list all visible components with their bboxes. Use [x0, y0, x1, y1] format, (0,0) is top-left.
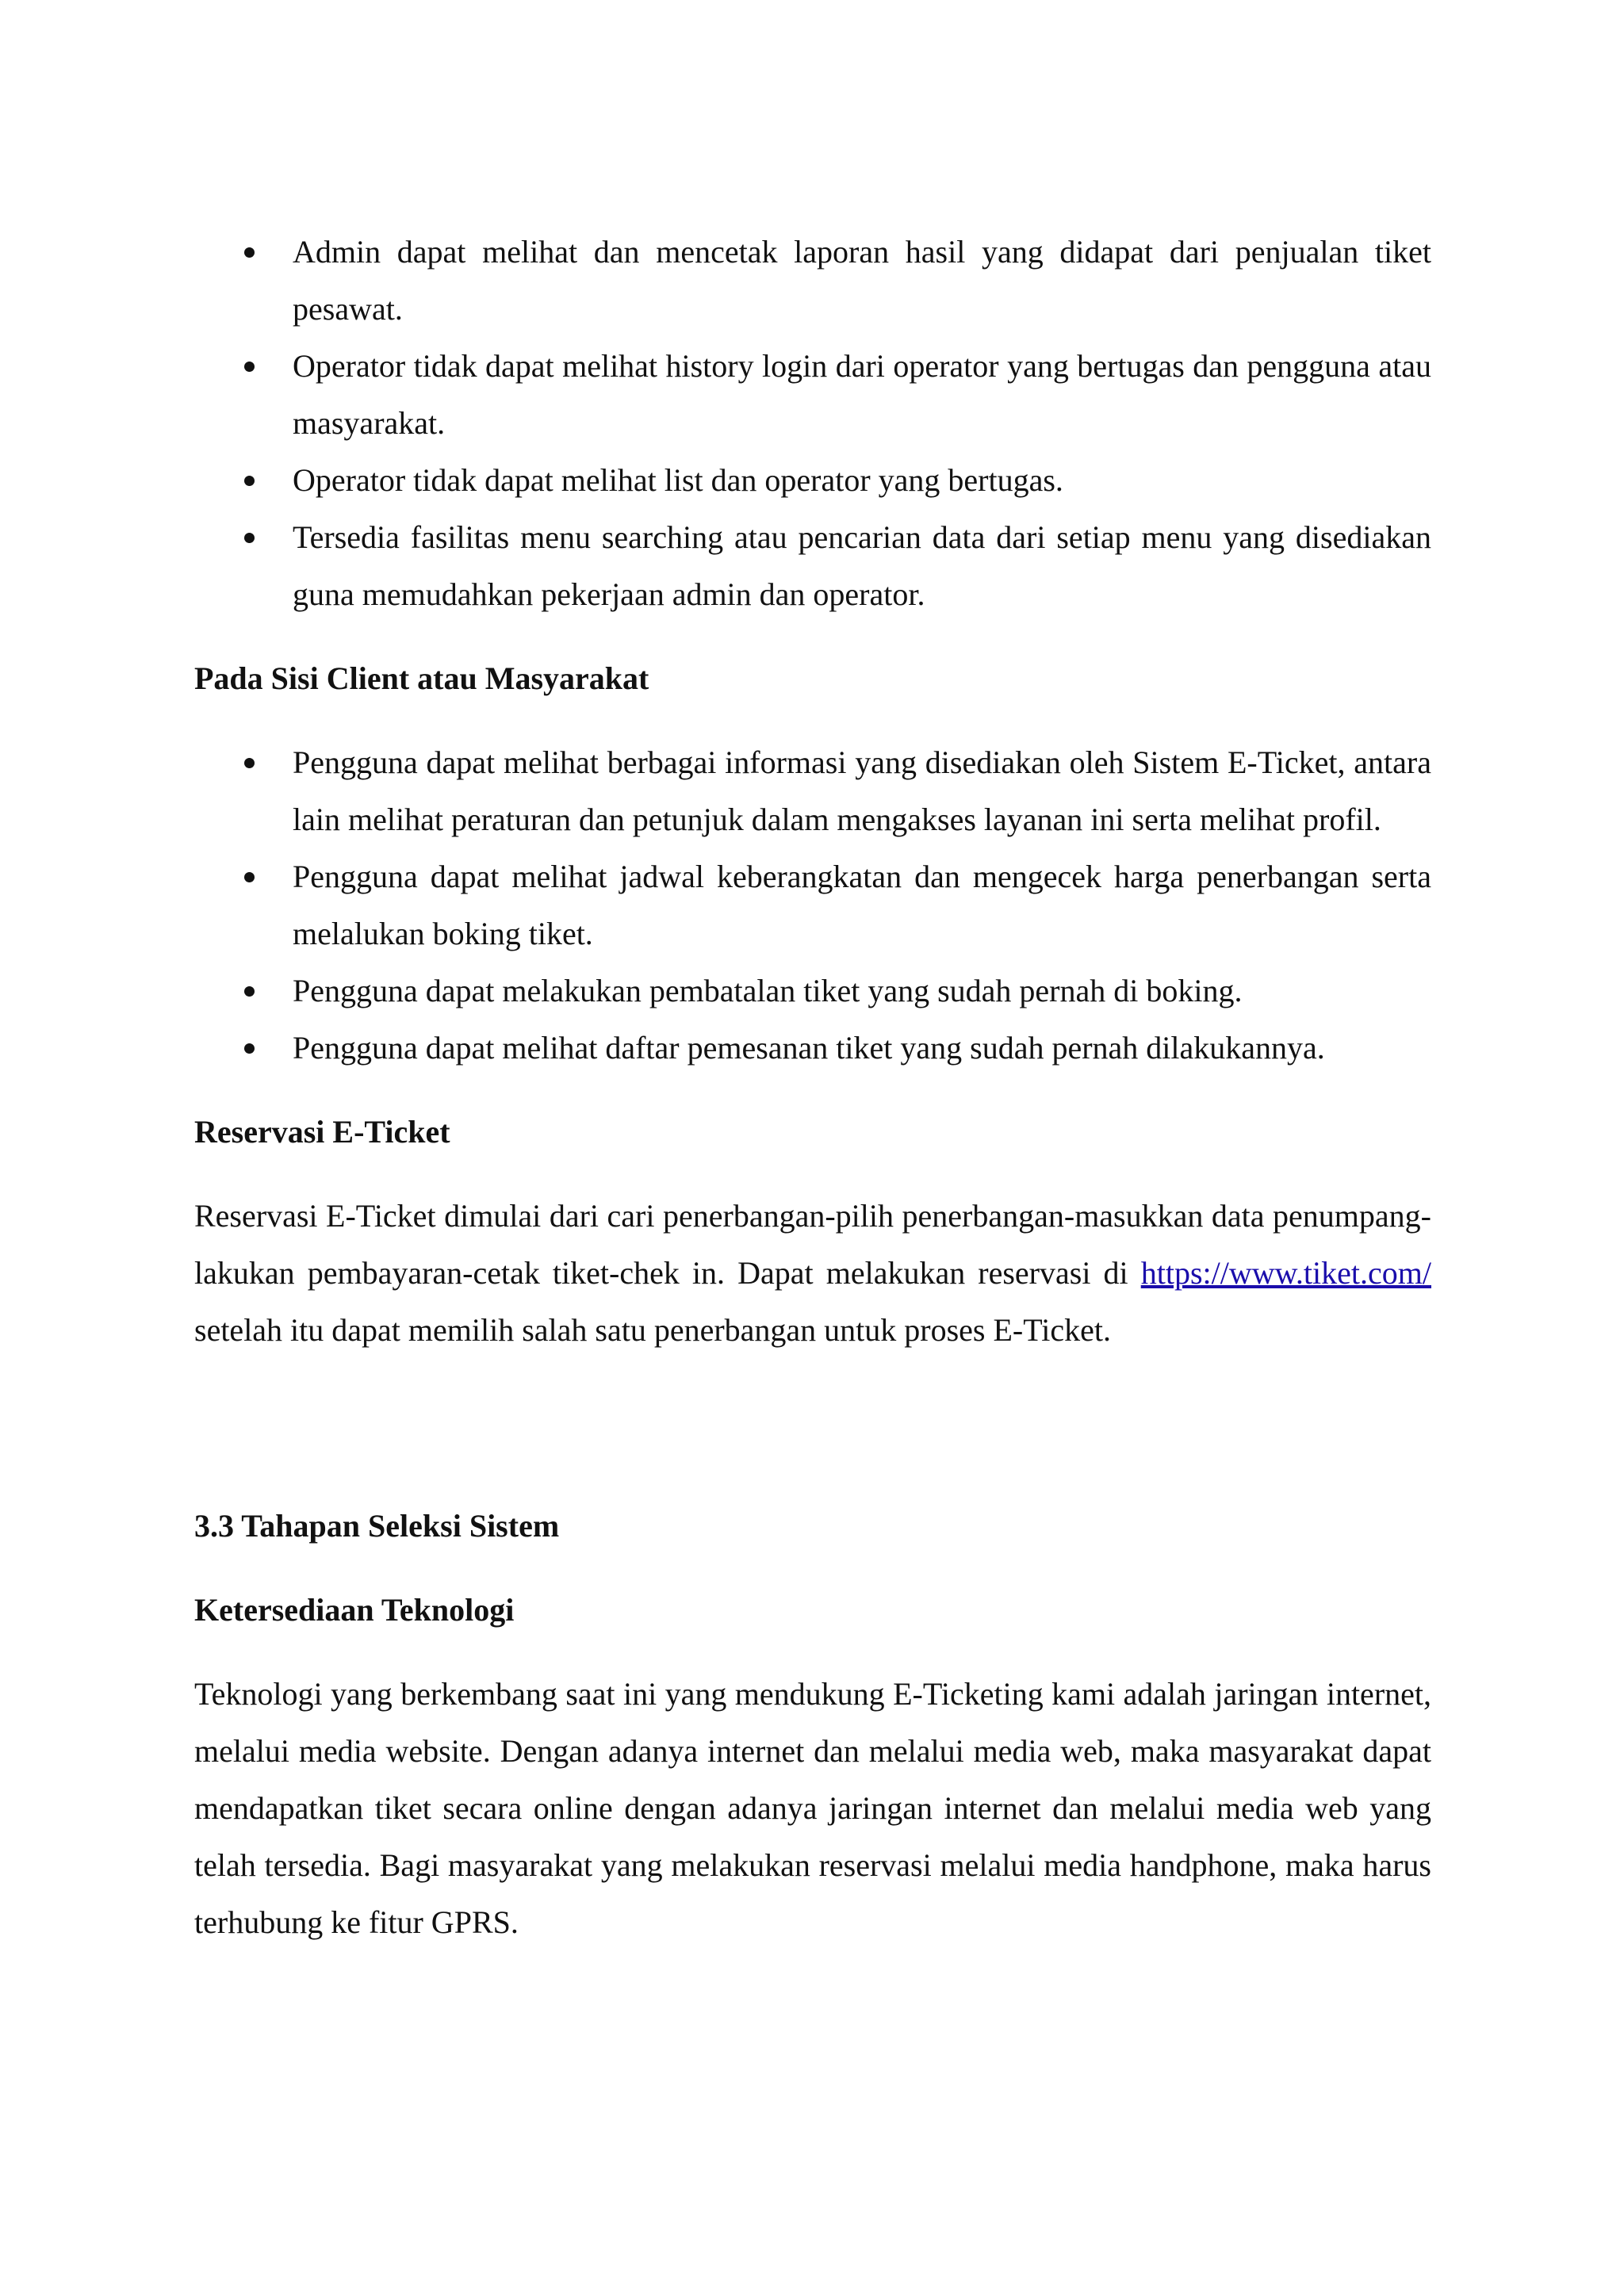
list-item-text: Pengguna dapat melihat berbagai informasi yang disediakan oleh Sistem E-Ticket, antara lain melihat peraturan dan petunjuk dalam mengakses layanan ini serta melihat profil. — [293, 744, 1431, 837]
list-item-text: Pengguna dapat melakukan pembatalan tiket yang sudah pernah di boking. — [293, 973, 1243, 1008]
list-item — [194, 734, 1431, 848]
list-item-text: Pengguna dapat melihat daftar pemesanan tiket yang sudah pernah dilakukannya. — [293, 1030, 1325, 1066]
bullet-icon — [244, 1043, 255, 1054]
list-item — [194, 452, 1431, 509]
bullet-icon — [244, 986, 255, 997]
list-item — [194, 962, 1431, 1020]
reservasi-text-before-link: Reservasi E-Ticket dimulai dari cari penerbangan-pilih penerbangan-masukkan data penumpang-lakukan pembayaran-cetak tiket-chek in. Dapat melakukan reservasi di — [194, 1198, 1431, 1291]
section-title: 3.3 Tahapan Seleksi Sistem — [194, 1508, 560, 1544]
bullet-icon — [244, 247, 255, 258]
list-item-text: Pengguna dapat melihat jadwal keberangkatan dan mengecek harga penerbangan serta melalukan boking tiket. — [293, 859, 1431, 951]
admin-feature-list — [194, 224, 1431, 623]
list-item — [194, 1020, 1431, 1077]
list-item-text: Admin dapat melihat dan mencetak laporan hasil yang didapat dari penjualan tiket pesawat. — [293, 234, 1431, 327]
list-item — [194, 224, 1431, 338]
bullet-icon — [244, 476, 255, 486]
list-item-text: Operator tidak dapat melihat list dan operator yang bertugas. — [293, 462, 1063, 498]
client-heading: Pada Sisi Client atau Masyarakat — [194, 660, 649, 696]
section-paragraph: Teknologi yang berkembang saat ini yang mendukung E-Ticketing kami adalah jaringan internet, melalui media website. Dengan adanya internet dan melalui media web, maka masyarakat dapat mendapatkan tiket secara online dengan adanya jaringan internet dan melalui media web yang telah tersedia. Bagi masyarakat yang melakukan reservasi melalui media handphone, maka harus terhubung ke fitur GPRS. — [194, 1676, 1431, 1940]
list-item — [194, 509, 1431, 623]
bullet-icon — [244, 872, 255, 882]
page-content — [194, 224, 1431, 1951]
section-subheading: Ketersediaan Teknologi — [194, 1592, 515, 1628]
tiket-com-link[interactable]: https://www.tiket.com/ — [1140, 1255, 1431, 1291]
reservasi-text-after-link: setelah itu dapat memilih salah satu penerbangan untuk proses E-Ticket. — [194, 1312, 1112, 1348]
list-item — [194, 338, 1431, 452]
client-feature-list — [194, 734, 1431, 1077]
bullet-icon — [244, 362, 255, 372]
reservasi-paragraph — [194, 1188, 1431, 1359]
list-item-text: Tersedia fasilitas menu searching atau pencarian data dari setiap menu yang disediakan guna memudahkan pekerjaan admin dan operator. — [293, 519, 1431, 612]
bullet-icon — [244, 758, 255, 768]
list-item-text: Operator tidak dapat melihat history login dari operator yang bertugas dan pengguna atau masyarakat. — [293, 348, 1431, 441]
reservasi-heading: Reservasi E-Ticket — [194, 1114, 450, 1150]
list-item — [194, 848, 1431, 962]
bullet-icon — [244, 533, 255, 543]
